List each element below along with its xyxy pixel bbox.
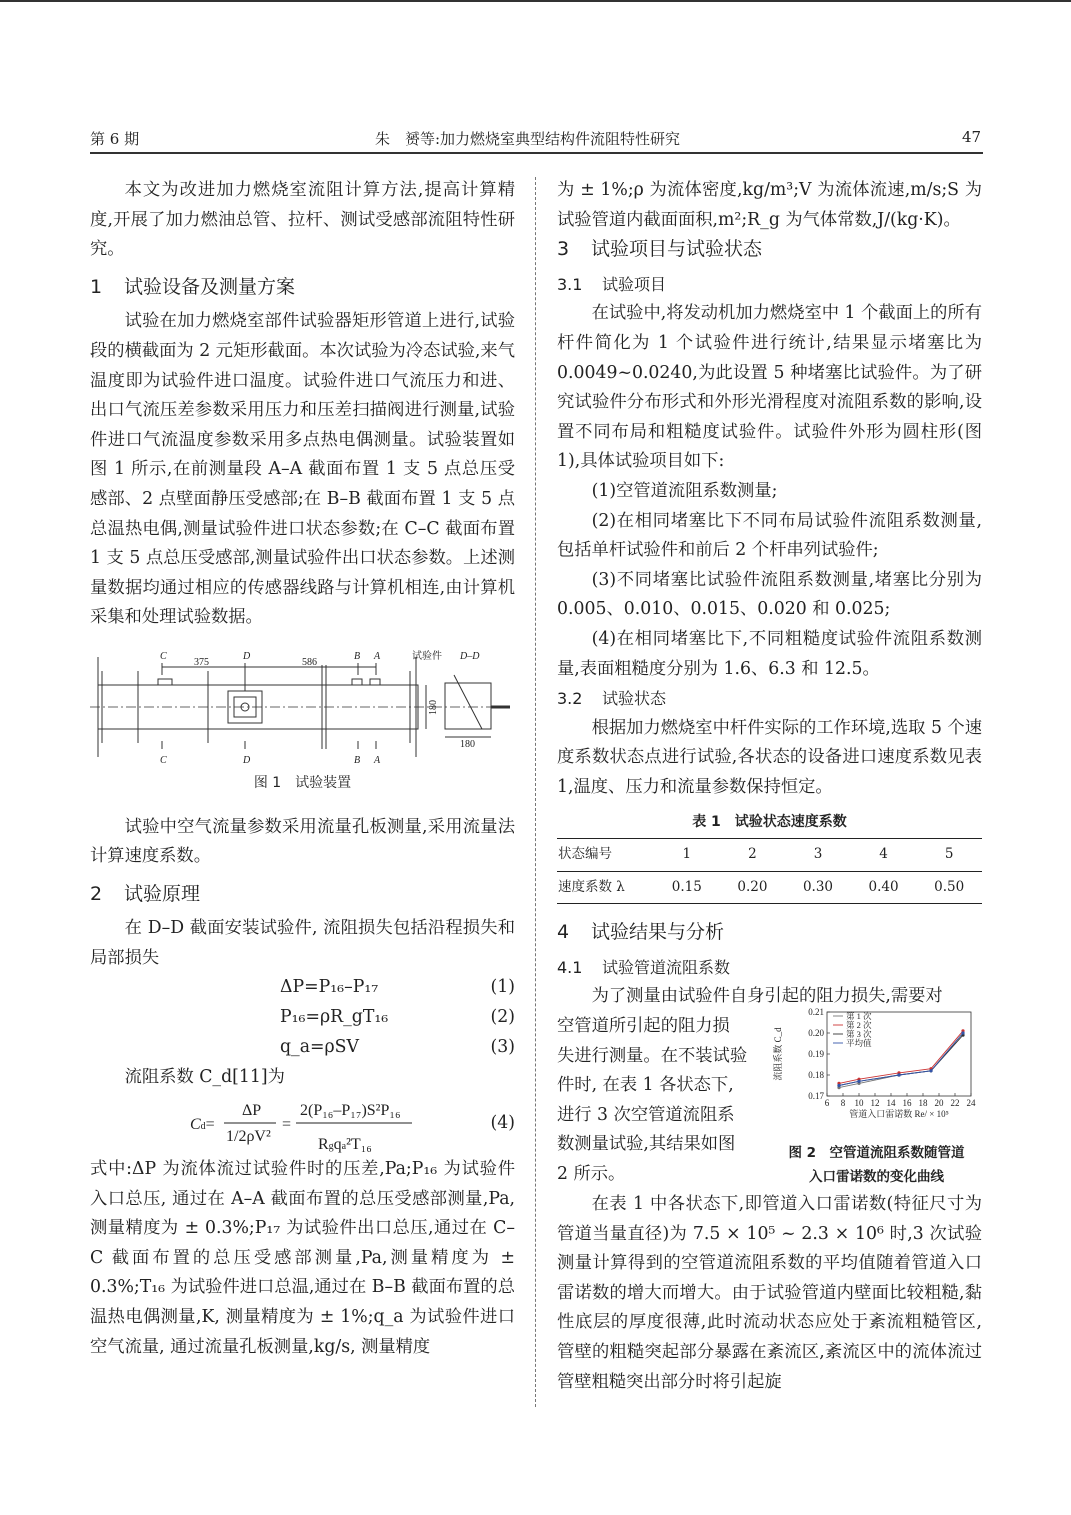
svg-text:ΔP: ΔP: [242, 1102, 262, 1120]
symbol-definitions-continued: 为 ± 1%;ρ 为流体密度,kg/m³;V 为流体流速,m/s;S 为试验管道内截面面积,m²;R_g 为气体常数,J/(kg·K)。: [557, 180, 982, 230]
label-c-top: C: [160, 650, 167, 662]
x-tick-label: 16: [902, 1098, 912, 1109]
dimension-180-horizontal: 180: [460, 738, 475, 750]
y-tick-label: 0.21: [808, 1007, 824, 1018]
legend-entry: 第 1 次: [846, 1011, 872, 1022]
subsection-title: 试验状态: [602, 689, 667, 709]
running-title: 朱 赟等:加力燃烧室典型结构件流阻特性研究: [375, 130, 681, 148]
column-divider: [535, 177, 536, 1407]
data-point: [929, 1069, 932, 1072]
equation-2-number: (2): [490, 1007, 515, 1028]
figure-2-caption-line: 图 2 空管道流阻系数随管道: [788, 1144, 965, 1161]
right-column: [557, 176, 982, 1397]
equation-4-number: (4): [490, 1113, 515, 1134]
data-point: [961, 1031, 964, 1034]
table-cell: 5: [944, 846, 954, 863]
equation-3-number: (3): [490, 1037, 515, 1058]
section-4-heading: [557, 918, 982, 948]
table-cell: 2: [748, 846, 757, 863]
wrapped-text: [557, 1012, 762, 1190]
table-cell: 0.15: [671, 878, 702, 895]
subsection-3-1-heading: [557, 270, 982, 300]
top-border: [0, 0, 1071, 2]
apparatus-diagram: [90, 645, 515, 777]
data-point: [857, 1080, 860, 1083]
wrapped-text-with-figure: [557, 1007, 982, 1190]
figure-2: [771, 1004, 982, 1189]
table-cell: 0.20: [737, 878, 768, 895]
subsection-number: 3.2: [557, 689, 583, 709]
test-items-paragraph: 在试验中,将发动机加力燃烧室中 1 个截面上的所有杆件简化为 1 个试验件进行统计,结果显示堵塞比为 0.0049~0.0240,为此设置 5 种堵塞比试验件。为了研究试验件分布形式和外形光滑程度对流阻系数的影响,设置不同布局和粗糙度试验件。试验件外形为圆柱形(图 1),具体试验项目如下:: [557, 303, 982, 472]
x-tick-label: 20: [934, 1098, 944, 1109]
x-tick-label: 14: [886, 1098, 896, 1109]
x-tick-label: 10: [854, 1098, 864, 1109]
figure-1: [90, 645, 515, 777]
table-cell: 0.30: [802, 878, 834, 895]
equation-3-formula: q_a=ρSV: [280, 1037, 359, 1058]
table-1: [557, 838, 982, 904]
x-tick-label: 6: [824, 1098, 830, 1109]
y-tick-label: 0.20: [808, 1028, 824, 1039]
text-line: 数测量试验,其结果如图: [557, 1134, 736, 1155]
x-tick-label: 22: [950, 1098, 960, 1109]
figure-2-caption-line: 入口雷诺数的变化曲线: [809, 1168, 944, 1185]
x-tick-label: 8: [840, 1098, 846, 1109]
subsection-3-2-heading: [557, 684, 982, 714]
test-state-paragraph: 根据加力燃烧室中杆件实际的工作环境,选取 5 个速度系数状态点进行试验,各状态的设备进口速度系数见表 1,温度、压力和流量参数保持恒定。: [557, 717, 982, 797]
label-dd: D–D: [460, 650, 480, 662]
table-cell: 0.50: [934, 878, 965, 895]
svg-text:2(P₁₆–P₁₇)S²P₁₆: 2(P₁₆–P₁₇)S²P₁₆: [300, 1102, 401, 1120]
figure-2-caption: [771, 1141, 982, 1189]
table-cell: 3: [813, 846, 823, 863]
equation-4: [90, 1093, 515, 1155]
text-line: 2 所示。: [557, 1164, 626, 1184]
legend-entry: 第 2 次: [846, 1020, 872, 1031]
section-number: 4: [557, 921, 570, 944]
test-item-2: (2)在相同堵塞比下不同布局试验件流阻系数测量,包括单杆试验件和前后 2 个杆串列试验件;: [557, 510, 982, 561]
equation-2-formula: P₁₆=ρR_gT₁₆: [280, 1007, 389, 1028]
label-d-bottom: D: [243, 754, 251, 766]
subsection-4-1-heading: [557, 953, 982, 983]
legend-entry: 第 3 次: [846, 1029, 872, 1040]
subsection-number: 3.1: [557, 274, 583, 294]
equation-4-formula: [190, 1093, 530, 1155]
test-item-1: (1)空管道流阻系数测量;: [591, 480, 778, 501]
equation-3: [90, 1033, 515, 1063]
section-number: 2: [90, 882, 103, 905]
label-a-top: A: [374, 650, 381, 662]
label-b-bottom: B: [354, 754, 361, 766]
table-row-header: 状态编号: [558, 846, 612, 863]
section-number: 3: [557, 238, 570, 261]
section-1-paragraph: 试验在加力燃烧室部件试验器矩形管道上进行,试验段的横截面为 2 元矩形截面。本次试验为冷态试验,来气温度即为试验件进口温度。试验件进口气流压力和进、出口气流压差参数采用压力和压差扫描阀进行测量,试验件进口气流温度参数采用多点热电偶测量。试验装置如图 1 所示,在前测量段 A–A 截面布置 1 支 5 点总压受感部、2 点壁面静压受感部;在 B–B 截面布置 1 支 5 点总温热电偶,测量试验件进口状态参数;在 C–C 截面布置 1 支 5 点总压受感部,测量试验件出口状态参数。上述测量数据均通过相应的传感器线路与计算机相连,由计算机采集和处理试验数据。: [90, 311, 515, 628]
section-1-heading: [90, 273, 515, 303]
y-tick-label: 0.19: [808, 1049, 824, 1060]
x-axis-label: 管道入口雷诺数 Re/ × 10⁵: [849, 1109, 949, 1120]
data-point: [897, 1073, 900, 1076]
text-line: 进行 3 次空管道流阻系: [557, 1104, 735, 1125]
label-d-top: D: [243, 650, 251, 662]
label-b-top: B: [354, 650, 361, 662]
section-title: 试验设备及测量方案: [124, 275, 296, 298]
drag-coefficient-intro: 流阻系数 C_d[11]为: [124, 1067, 285, 1088]
subsection-number: 4.1: [557, 957, 583, 977]
section-4-1-lead: 为了测量由试验件自身引起的阻力损失,需要对: [591, 986, 943, 1007]
y-tick-label: 0.17: [808, 1091, 824, 1102]
equation-1-number: (1): [490, 977, 515, 998]
text-line: 失进行测量。在不装试验: [557, 1045, 748, 1066]
results-paragraph: 在表 1 中各状态下,即管道入口雷诺数(特征尺寸为管道当量直径)为 7.5 × 10⁵ ~ 2.3 × 10⁶ 时,3 次试验测量计算得到的空管道流阻系数的平均值随着管道入口雷诺数的增大而增大。由于试验管道内壁面比较粗糙,黏性底层的厚度很薄,此时流动状态应处于紊流粗糙管区, 管壁的粗糙突起部分暴露在紊流区,紊流区中的流体流过管壁粗糙突出部分时将引起旋: [557, 1194, 982, 1392]
table-cell: 0.40: [868, 878, 899, 895]
label-c-bottom: C: [160, 754, 167, 766]
equation-1-formula: ΔP=P₁₆–P₁₇: [280, 977, 379, 998]
test-item-3: (3)不同堵塞比试验件流阻系数测量,堵塞比分别为 0.005、0.010、0.015、0.020 和 0.025;: [557, 569, 982, 620]
label-a-bottom: A: [374, 754, 381, 766]
section-3-heading: [557, 235, 982, 265]
section-2-heading: [90, 880, 515, 910]
page-number: 47: [962, 128, 982, 146]
data-point: [837, 1084, 840, 1087]
equation-1: [90, 973, 515, 1003]
subsection-title: 试验管道流阻系数: [602, 957, 731, 977]
label-test-piece: 试验件: [412, 650, 442, 662]
test-item-4: (4)在相同堵塞比下,不同粗糙度试验件流阻系数测量,表面粗糙度分别为 1.6、6.3 和 12.5。: [557, 628, 982, 679]
y-axis-label: 流阻系数 C_d: [773, 1027, 783, 1081]
table-1-caption: 表 1 试验状态速度系数: [692, 814, 847, 831]
subsection-title: 试验项目: [602, 274, 667, 294]
figure-1-caption: 图 1 试验装置: [253, 774, 352, 791]
x-tick-label: 18: [918, 1098, 928, 1109]
table-row: [557, 839, 982, 872]
header-rule: [90, 152, 983, 154]
section-title: 试验原理: [124, 882, 201, 905]
legend-entry: 平均值: [846, 1038, 872, 1049]
x-tick-label: 12: [870, 1098, 880, 1109]
intro-paragraph: 本文为改进加力燃烧室流阻计算方法,提高计算精度,开展了加力燃油总管、拉杆、测试受感部流阻特性研究。: [90, 180, 515, 260]
svg-text:=: =: [282, 1116, 292, 1134]
text-line: 件时, 在表 1 各状态下,: [557, 1075, 734, 1096]
table-row: [557, 871, 982, 904]
drag-coefficient-chart: [771, 1004, 982, 1130]
text-line: 空管道所引起的阻力损: [557, 1016, 730, 1037]
dimension-375: 375: [194, 656, 209, 668]
symbol-definitions: 式中:ΔP 为流体流过试验件时的压差,Pa;P₁₆ 为试验件入口总压, 通过在 A–A 截面布置的总压受感部测量,Pa,测量精度为 ± 0.3%;P₁₇ 为试验件出口总压,通过在 C–C 截面布置的总压受感部测量,Pa,测量精度为 ± 0.3%;T₁₆ 为试验件进口总温,通过在 B–B 截面布置的总温热电偶测量,K, 测量精度为 ± 1%;q_a 为试验件进口空气流量, 通过流量孔板测量,kg/s, 测量精度: [90, 1159, 515, 1357]
left-column: [90, 176, 515, 1362]
svg-text:Cd=: Cd=: [190, 1116, 215, 1134]
dimension-586: 586: [302, 656, 317, 668]
table-row-header: 速度系数 λ: [558, 878, 625, 895]
svg-text:1/2ρV²: 1/2ρV²: [226, 1128, 271, 1146]
table-cell: 1: [682, 846, 692, 863]
issue-number: 第 6 期: [90, 130, 140, 148]
section-2-paragraph: 在 D–D 截面安装试验件, 流阻损失包括沿程损失和局部损失: [90, 918, 515, 968]
x-tick-label: 24: [966, 1098, 976, 1109]
equation-2: [90, 1003, 515, 1033]
section-number: 1: [90, 275, 103, 298]
svg-text:Rgqa²T₁₆: Rgqa²T₁₆: [318, 1136, 372, 1154]
section-title: 试验结果与分析: [591, 921, 725, 944]
table-cell: 4: [879, 846, 888, 863]
y-tick-label: 0.18: [808, 1070, 824, 1081]
section-title: 试验项目与试验状态: [591, 238, 763, 261]
dimension-180-vertical: 180: [428, 699, 439, 715]
flow-measurement-paragraph: 试验中空气流量参数采用流量孔板测量,采用流量法计算速度系数。: [90, 816, 515, 867]
